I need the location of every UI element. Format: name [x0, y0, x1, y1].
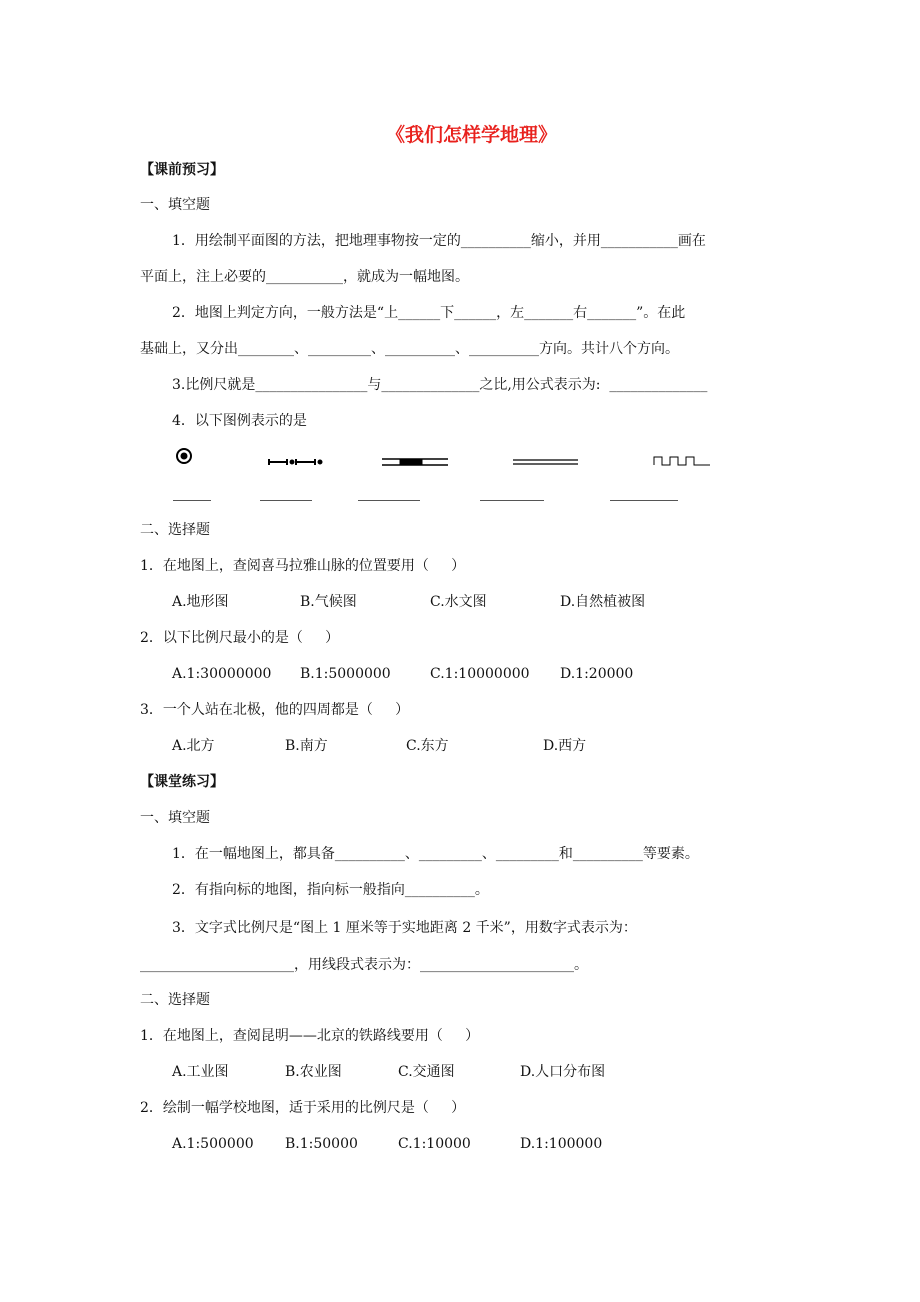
question: 2．有指向标的地图，指向标一般指向__________。	[172, 882, 489, 898]
option[interactable]: D.自然植被图	[560, 594, 646, 610]
option[interactable]: A.工业图	[172, 1064, 229, 1080]
question: 2．绘制一幅学校地图，适于采用的比例尺是（ ）	[140, 1100, 466, 1116]
option[interactable]: B.1:5000000	[300, 666, 391, 682]
option[interactable]: A.地形图	[172, 594, 229, 610]
choice-heading: 二、选择题	[140, 992, 210, 1008]
capital-symbol-icon	[177, 449, 191, 463]
road-symbol-icon	[513, 460, 578, 464]
railway-symbol-icon	[269, 459, 322, 465]
question: ______________________，用线段式表示为：______________________。	[140, 957, 588, 973]
option[interactable]: B.气候图	[300, 594, 357, 610]
option[interactable]: D.1:100000	[520, 1136, 603, 1152]
option[interactable]: A.北方	[172, 738, 215, 754]
option[interactable]: B.1:50000	[285, 1136, 358, 1152]
choice-heading: 二、选择题	[140, 522, 210, 538]
question: 基础上，又分出________、_________、__________、__________方向。共计八个方向。	[140, 341, 679, 357]
option[interactable]: B.南方	[285, 738, 328, 754]
question: 3.比例尺就是________________与______________之比,用公式表示为: ______________	[172, 377, 708, 393]
option[interactable]: B.农业图	[285, 1064, 342, 1080]
answer-blank[interactable]	[358, 500, 420, 501]
highway-symbol-icon	[382, 459, 448, 465]
question: 2．以下比例尺最小的是（ ）	[140, 630, 340, 646]
answer-blank[interactable]	[480, 500, 544, 501]
question: 3．一个人站在北极，他的四周都是（ ）	[140, 702, 410, 718]
section-heading-practice: 【课堂练习】	[140, 774, 224, 790]
question: 平面上，注上必要的___________，就成为一幅地图。	[140, 269, 469, 285]
option[interactable]: A.1:30000000	[172, 666, 272, 682]
question: 1．用绘制平面图的方法，把地理事物按一定的__________缩小，并用___________画在	[172, 233, 706, 249]
question: 1．在一幅地图上，都具备__________、_________、_________和__________等要素。	[172, 846, 699, 862]
legend-symbols	[170, 445, 730, 475]
option[interactable]: C.1:10000000	[430, 666, 530, 682]
question: 4．以下图例表示的是	[172, 413, 307, 429]
option[interactable]: C.水文图	[430, 594, 487, 610]
answer-blank[interactable]	[260, 500, 312, 501]
option[interactable]: A.1:500000	[172, 1136, 254, 1152]
option[interactable]: D.人口分布图	[520, 1064, 606, 1080]
option[interactable]: C.东方	[406, 738, 449, 754]
page-title: 《我们怎样学地理》	[386, 124, 558, 146]
question: 2．地图上判定方向，一般方法是“上______下______，左_______右_______”。在此	[172, 305, 686, 321]
option[interactable]: D.1:20000	[560, 666, 634, 682]
question: 1．在地图上，查阅昆明——北京的铁路线要用（ ）	[140, 1028, 480, 1044]
answer-blank[interactable]	[173, 500, 211, 501]
section-heading-preview: 【课前预习】	[140, 162, 224, 178]
option[interactable]: C.1:10000	[398, 1136, 471, 1152]
option[interactable]: C.交通图	[398, 1064, 455, 1080]
fill-heading: 一、填空题	[140, 197, 210, 213]
option[interactable]: D.西方	[543, 738, 587, 754]
question: 3．文字式比例尺是“图上 1 厘米等于实地距离 2 千米”，用数字式表示为：	[172, 920, 637, 936]
fill-heading: 一、填空题	[140, 810, 210, 826]
answer-blank[interactable]	[610, 500, 678, 501]
question: 1．在地图上，查阅喜马拉雅山脉的位置要用（ ）	[140, 558, 466, 574]
great-wall-symbol-icon	[654, 457, 710, 465]
